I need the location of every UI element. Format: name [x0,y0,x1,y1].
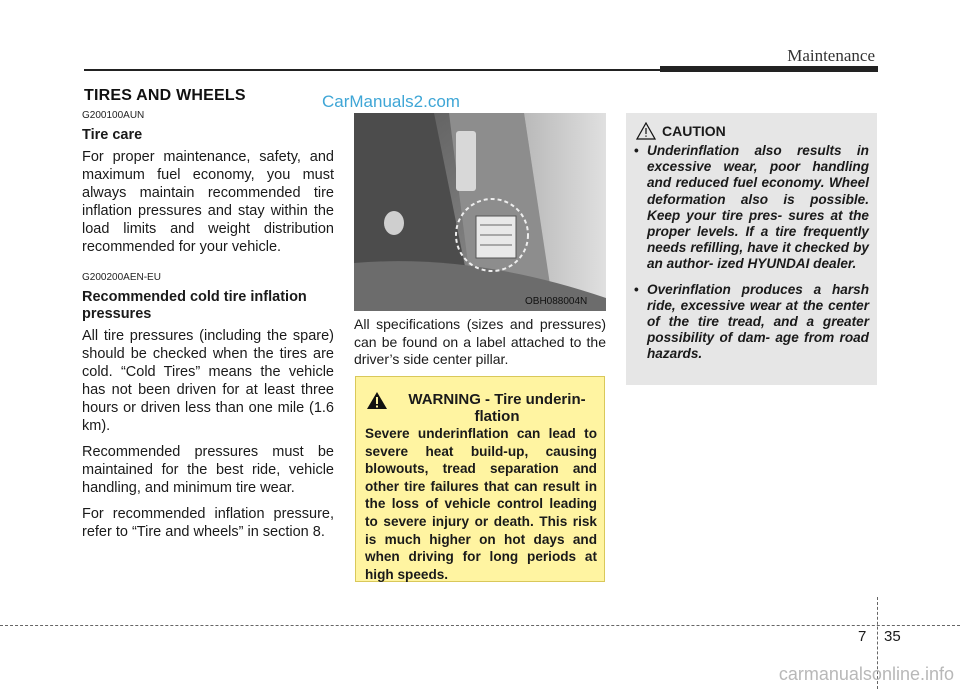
running-header: Maintenance [787,46,875,65]
chapter-number: 7 [858,628,867,645]
warning-triangle-icon [366,391,388,410]
section-title: TIRES AND WHEELS [84,87,246,104]
paragraph: For proper maintenance, safety, and maximum fuel economy, you must always maintain recommended tire inflation pressures and stay within the load limits and weight distribution recommended for your vehicle. [82,149,334,255]
caution-box [626,113,877,385]
watermark-link[interactable]: CarManuals2.com [322,92,460,111]
header-bar [660,66,878,72]
door-pillar-illustration [354,113,606,311]
footer-rule [0,625,960,626]
caution-triangle-icon [636,122,656,140]
heading-tire-care: Tire care [82,127,143,143]
left-column [82,110,334,549]
heading-cold-pressures: Recommended cold tire inflation pressures [82,289,307,322]
caution-title: CAUTION [662,123,726,139]
site-watermark: carmanualsonline.info [778,664,954,684]
door-pillar-photo [354,113,606,311]
paragraph: For recommended inflation pressure, refer to “Tire and wheels” in section 8. [82,506,334,540]
warning-body: Severe underinflation can lead to severe heat build-up, causing blowouts, tread separation and other tire failures that can result in the loss of vehicle control leading to severe injury or death. This risk is much higher on hot days and when driving for long periods at high speeds. [365,426,597,582]
caution-item: • Underinflation also results in excessive wear, poor handling and reduced fuel economy. Wheel deformation also is possible. Keep your tire pres- sures at the proper levels. If a tire frequently needs refilling, have it checked by an author- ized HYUNDAI dealer. [634,143,869,273]
caution-item: • Overinflation produces a harsh ride, excessive wear at the center of the tire tread, and a greater possibility of dam- age from road hazards. [634,282,869,363]
figure-code: OBH088004N [525,296,588,307]
header-rule [84,69,660,71]
paragraph: Recommended pressures must be maintained for the best ride, vehicle handling, and minimum tire wear. [82,444,334,496]
warning-box [355,376,605,582]
code-label: G200200AEN-EU [82,272,161,283]
paragraph: All tire pressures (including the spare) should be checked when the tires are cold. “Cold Tires” means the vehicle has not been driven for at least three hours or driven less than one mile (1.6 km). [82,328,334,434]
code-label: G200100AUN [82,110,145,121]
figure-description: All specifications (sizes and pressures) can be found on a label attached to the driver’s side center pillar. [354,316,606,367]
warning-title: WARNING - Tire underin- flation [408,391,586,425]
caution-list [634,143,869,372]
page-number: 35 [884,628,901,645]
